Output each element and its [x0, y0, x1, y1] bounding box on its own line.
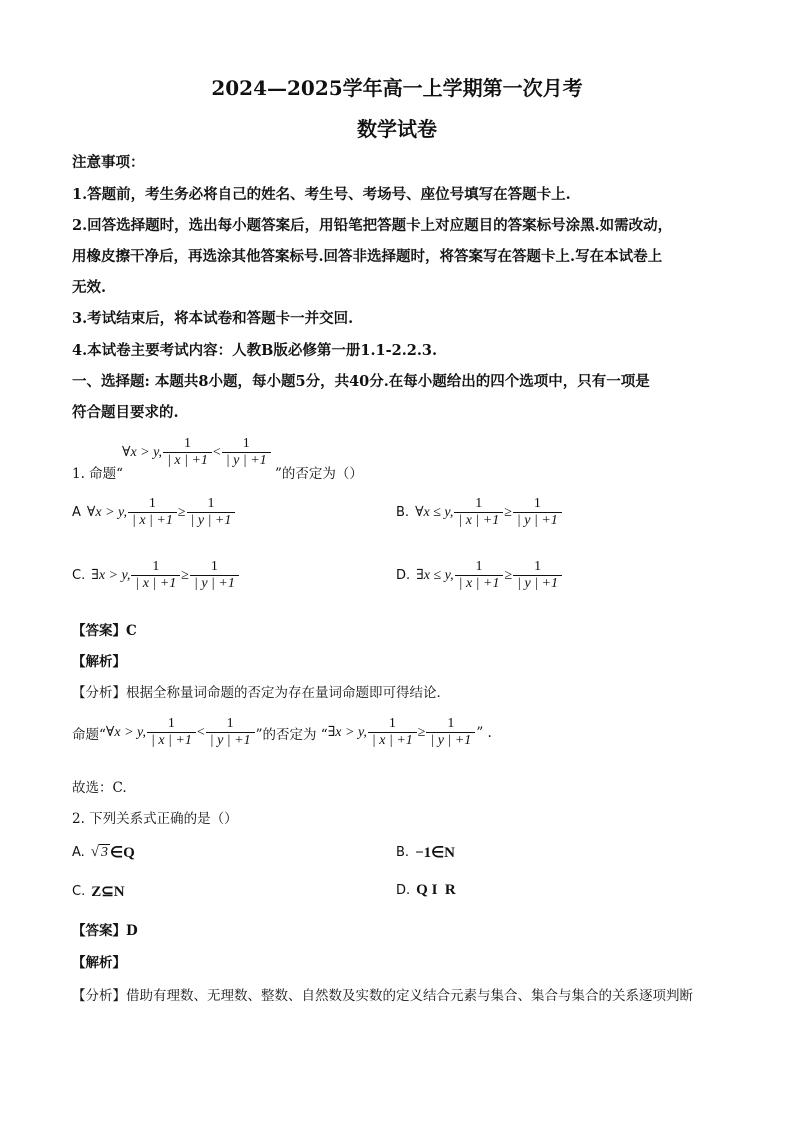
notes-heading: 注意事项： [72, 154, 145, 171]
q2-option-a: A. √ 3 ∈Q [72, 844, 135, 861]
q2-option-c: C. Z⊆N [72, 884, 125, 900]
q2-option-b: B. −1∈N [396, 845, 456, 861]
q1-stem-frac-x: $\frac{1}{| x | +1}$ [163, 436, 212, 469]
q2-option-d: D. Q Ι R [396, 882, 456, 898]
q1-stem-formula [122, 436, 272, 469]
q2-analysis-label: 【解析】 [72, 955, 126, 971]
q1-analysis-label: 【解析】 [72, 654, 126, 670]
section-heading-line-1: 一、选择题: 本题共8小题，每小题5分，共40分.在每小题给出的四个选项中，只有一项是 [72, 373, 650, 390]
q1-stem-prefix: 1. 命题“ [72, 466, 124, 482]
section-heading-line-2: 符合题目要求的. [72, 404, 179, 421]
note-item-4: 4.本试卷主要考试内容：人教B版必修第一册1.1-2.2.3. [72, 342, 438, 359]
q1-option-a: A ∀x > y, $\frac{1}{| x | +1}$ ≥ $\frac{1}{| y | +1}$ [72, 496, 236, 529]
q1-answer: 【答案】C [72, 623, 137, 639]
exam-subtitle: 数学试卷 [357, 117, 437, 141]
q1-solution: 命题“ ∀x > y, $\frac{1}{| x | +1}$ < $\frac{1}{| y | +1}$ ”的否定为 “ ∃x > y, $\frac{1}{| x | +1}$ ≥ $\frac{1}{| y | +1}$ ” . [72, 716, 492, 748]
q2-answer: 【答案】D [72, 923, 138, 939]
note-item-2-line-2: 用橡皮擦干净后，再选涂其他答案标号.回答非选择题时，将答案写在答题卡上.写在本试卷上 [72, 248, 663, 265]
note-item-1: 1.答题前，考生务必将自己的姓名、考生号、考场号、座位号填写在答题卡上. [72, 186, 571, 203]
sqrt-icon: √ [90, 844, 100, 860]
q1-stem-frac-y: $\frac{1}{| y | +1}$ [222, 436, 271, 469]
q1-stem-lt: < [212, 444, 221, 460]
note-item-2-line-1: 2.回答选择题时，选出每小题答案后，用铅笔把答题卡上对应题目的答案标号涂黑.如需改动， [72, 217, 673, 234]
note-item-2-line-3: 无效. [72, 279, 107, 296]
q1-option-d: D. ∃x ≤ y, $\frac{1}{| x | +1}$ ≥ $\frac{1}{| y | +1}$ [396, 559, 563, 592]
exam-title: 2024—2025学年高一上学期第一次月考 [211, 76, 583, 100]
q1-conclusion: 故选：C. [72, 780, 127, 796]
q1-fenxi: 【分析】根据全称量词命题的否定为存在量词命题即可得结论． [72, 685, 450, 701]
q1-stem-quantifier: ∀x > y, [122, 445, 163, 460]
q2-fenxi: 【分析】借助有理数、无理数、整数、自然数及实数的定义结合元素与集合、集合与集合的关系逐项判断 [72, 988, 693, 1004]
note-item-3: 3.考试结束后，将本试卷和答题卡一并交回. [72, 310, 354, 327]
q2-stem: 2. 下列关系式正确的是（） [72, 811, 238, 827]
q1-option-b: B. ∀x ≤ y, $\frac{1}{| x | +1}$ ≥ $\frac{1}{| y | +1}$ [396, 496, 563, 529]
q1-stem-suffix: ”的否定为（） [275, 466, 363, 482]
q1-option-c: C. ∃x > y, $\frac{1}{| x | +1}$ ≥ $\frac{1}{| y | +1}$ [72, 559, 240, 592]
